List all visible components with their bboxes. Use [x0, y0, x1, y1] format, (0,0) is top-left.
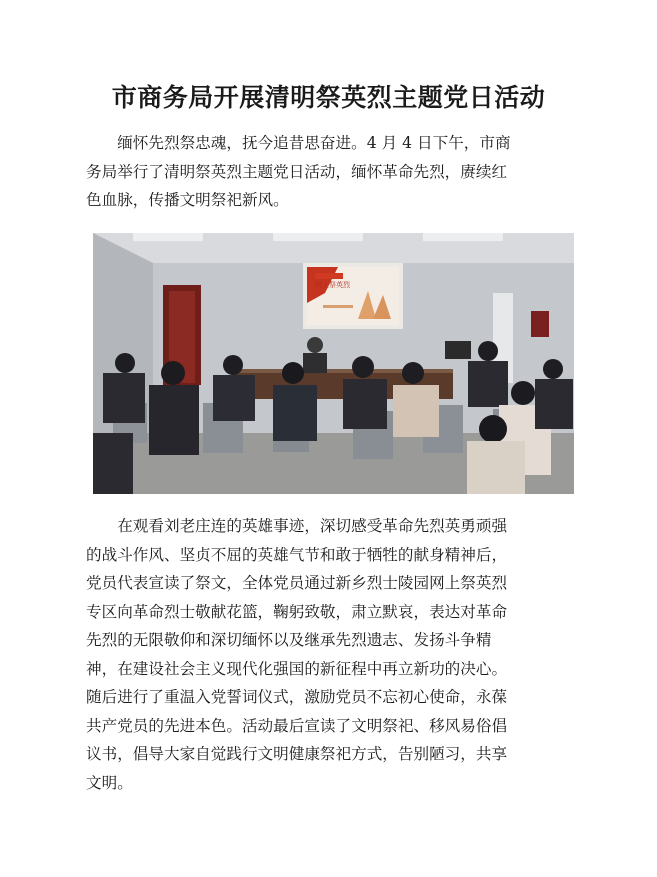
body-line: 的战斗作风、坚贞不屈的英雄气节和敢于牺牲的献身精神后，	[86, 545, 508, 564]
body-line: 共产党员的先进本色。活动最后宣读了文明祭祀、移风易俗倡	[86, 716, 508, 735]
intro-paragraph	[86, 129, 574, 215]
intro-line: 务局举行了清明祭英烈主题党日活动，缅怀革命先烈，赓续红	[86, 162, 508, 181]
intro-line: 色血脉，传播文明祭祀新风。	[86, 191, 289, 209]
body-line: 随后进行了重温入党誓词仪式，激励党员不忘初心使命，永葆	[86, 688, 508, 706]
body-line: 在观看刘老庄连的英雄事迹，深切感受革命先烈英勇顽强	[117, 517, 508, 535]
body-line: 专区向革命烈士敬献花篮，鞠躬致敬，肃立默哀，表达对革命	[86, 602, 508, 621]
body-line: 党员代表宣读了祭文，全体党员通过新乡烈士陵园网上祭英烈	[86, 574, 508, 592]
screen-slide-title: 网上祭英烈	[315, 281, 350, 289]
article-title: 市商务局开展清明祭英烈主题党日活动	[111, 83, 546, 112]
body-line: 议书，倡导大家自觉践行文明健康祭祀方式，告别陋习，共享	[86, 745, 508, 763]
intro-line: 缅怀先烈祭忠魂，抚今追昔思奋进。4 月 4 日下午，市商	[117, 134, 511, 152]
body-line: 神，在建设社会主义现代化强国的新征程中再立新功的决心。	[86, 659, 508, 678]
body-paragraph	[86, 512, 574, 797]
body-line: 文明。	[86, 773, 133, 792]
body-line: 先烈的无限敬仰和深切缅怀以及继承先烈遗志、发扬斗争精	[86, 631, 492, 649]
meeting-photo	[93, 233, 574, 494]
